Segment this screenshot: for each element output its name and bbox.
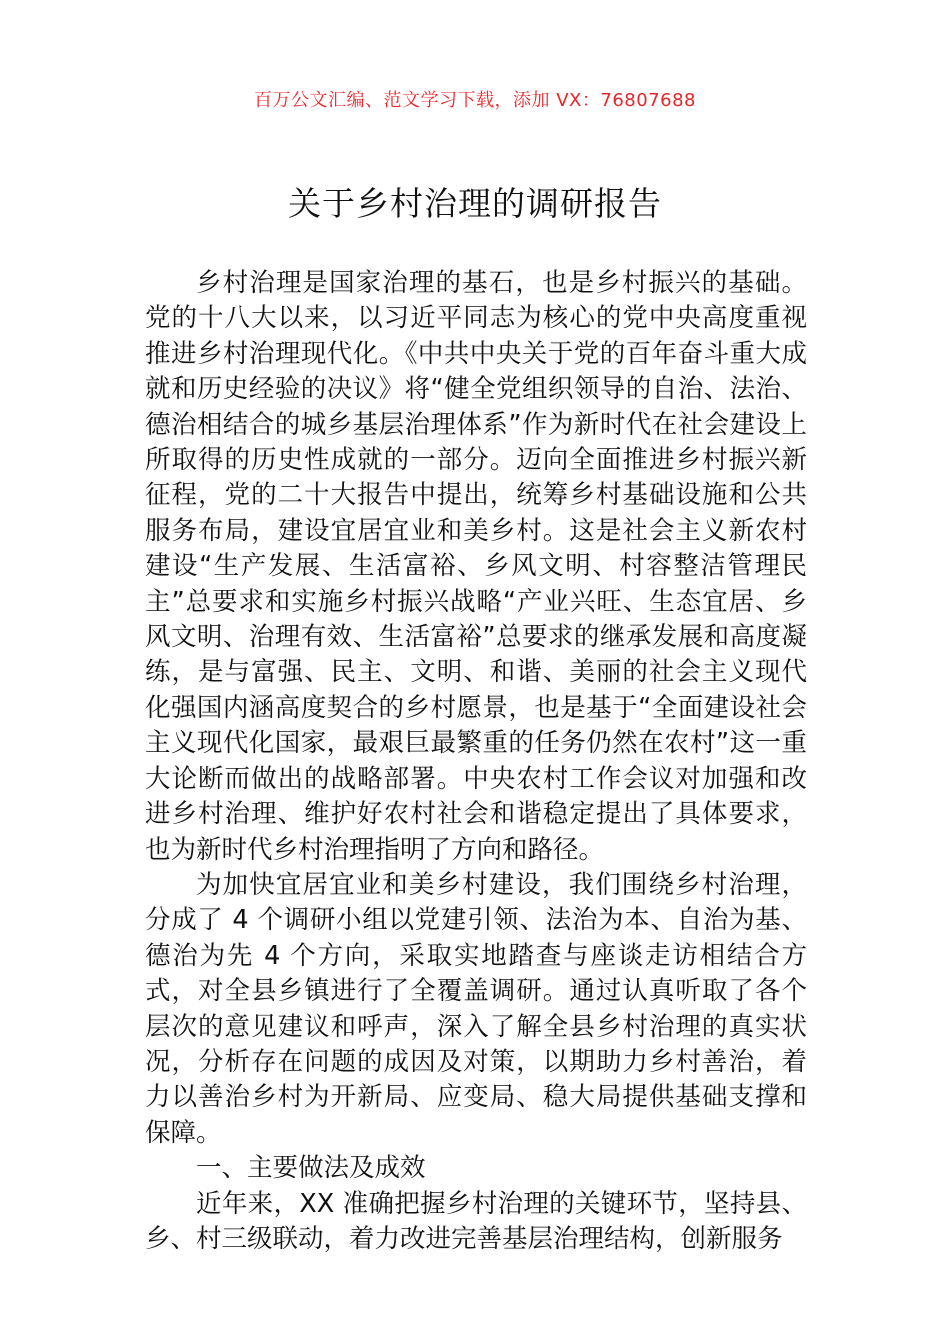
paragraph-intro: 乡村治理是国家治理的基石，也是乡村振兴的基础。党的十八大以来，以习近平同志为核心的党中央高度重视推进乡村治理现代化。《中共中央关于党的百年奋斗重大成就和历史经验的决议》将“健全党组织领导的自治、法治、德治相结合的城乡基层治理体系”作为新时代在社会建设上所取得的历史性成就的一部分。迈向全面推进乡村振兴新征程，党的二十大报告中提出，统筹乡村基础设施和公共服务布局，建设宜居宜业和美乡村。这是社会主义新农村建设“生产发展、生活富裕、乡风文明、村容整洁管理民主”总要求和实施乡村振兴战略“产业兴旺、生态宜居、乡风文明、治理有效、生活富裕”总要求的继承发展和高度凝练，是与富强、民主、文明、和谐、美丽的社会主义现代化强国内涵高度契合的乡村愿景，也是基于“全面建设社会主义现代化国家，最艰巨最繁重的任务仍然在农村”这一重大论断而做出的战略部署。中央农村工作会议对加强和改进乡村治理、维护好农村社会和谐稳定提出了具体要求，也为新时代乡村治理指明了方向和路径。 <box>145 268 807 865</box>
document-body <box>145 266 807 1257</box>
section-heading: 一、主要做法及成效 <box>196 1153 426 1184</box>
document-title: 关于乡村治理的调研报告 <box>288 184 662 223</box>
promo-banner: 百万公文汇编、范文学习下载，添加 VX：76807688 <box>254 90 696 111</box>
paragraph-research-method: 为加快宜居宜业和美乡村建设，我们围绕乡村治理，分成了 4 个调研小组以党建引领、法治为本、自治为基、德治为先 4 个方向，采取实地踏查与座谈走访相结合方式，对全县乡镇进行了全覆盖调研。通过认真听取了各个层次的意见建议和呼声，深入了解全县乡村治理的真实状况，分析存在问题的成因及对策，以期助力乡村善治，着力以善治乡村为开新局、应变局、稳大局提供基础支撑和保障。 <box>145 869 807 1148</box>
paragraph-practices: 近年来，XX 准确把握乡村治理的关键环节，坚持县、乡、村三级联动，着力改进完善基层治理结构，创新服务 <box>145 1188 807 1254</box>
